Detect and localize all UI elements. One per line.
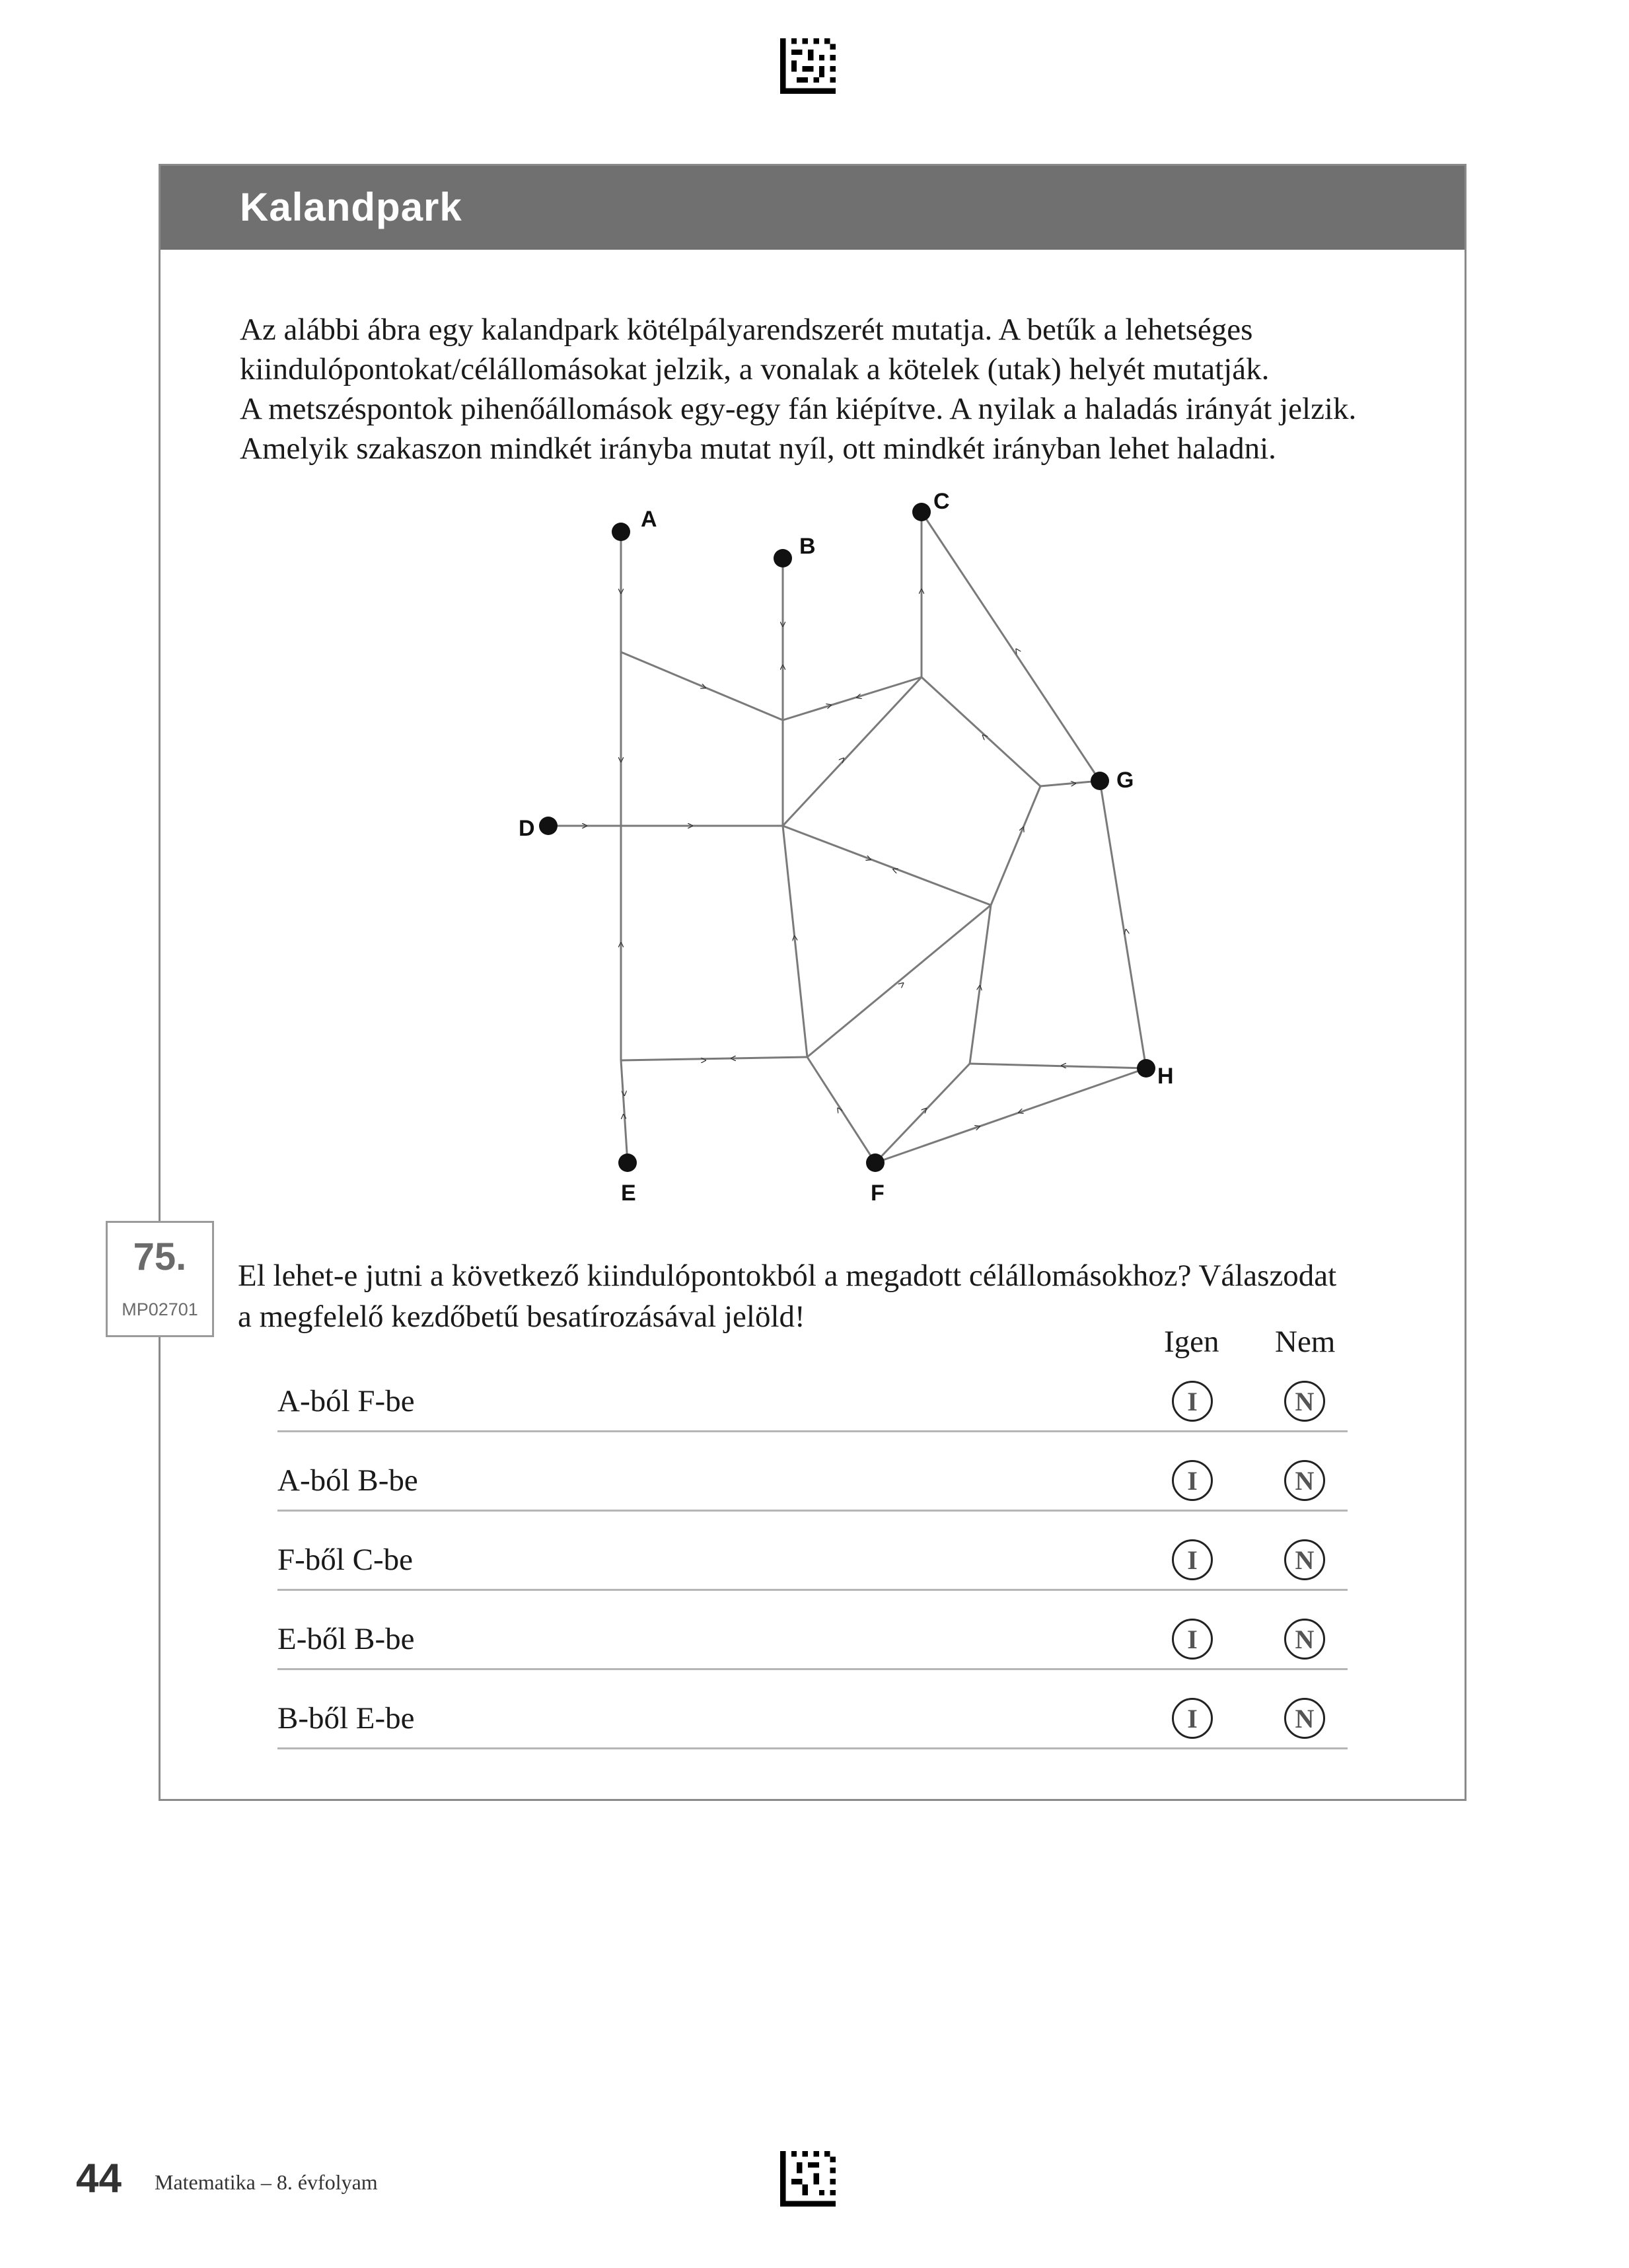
page-number: 44: [76, 2156, 122, 2201]
row-label: E-ből B-be: [277, 1622, 415, 1656]
answer-no-bubble[interactable]: N: [1284, 1539, 1325, 1580]
answer-row: [277, 1591, 1348, 1670]
node-label-g: G: [1116, 768, 1134, 793]
node-label-a: A: [641, 507, 657, 532]
question-line: El lehet-e jutni a következő kiindulópontokból a megadott célállomásokhoz? Válaszodat: [238, 1259, 1337, 1293]
row-label: A-ból F-be: [277, 1384, 415, 1418]
intro-line: Amelyik szakaszon mindkét irányba mutat nyíl, ott mindkét irányban lehet haladni.: [240, 431, 1276, 466]
intro-line: kiindulópontokat/célállomásokat jelzik, a vonalak a kötelek (utak) helyét mutatják.: [240, 352, 1270, 386]
answer-row: [277, 1353, 1348, 1432]
rope-lines: [548, 512, 1146, 1163]
answer-yes-bubble[interactable]: I: [1172, 1539, 1213, 1580]
answer-row: [277, 1432, 1348, 1512]
column-header-yes: Igen: [1164, 1325, 1219, 1359]
question-number-box: [106, 1221, 214, 1337]
question-line: a megfelelő kezdőbetű besatírozásával jelöld!: [238, 1299, 805, 1334]
row-label: F-ből C-be: [277, 1543, 413, 1577]
footer-subject: Matematika – 8. évfolyam: [155, 2170, 378, 2194]
node-label-f: F: [871, 1181, 885, 1206]
row-label: B-ből E-be: [277, 1701, 415, 1736]
node-label-c: C: [933, 489, 950, 514]
answer-row: [277, 1670, 1348, 1749]
question-code: MP02701: [122, 1299, 198, 1319]
datamatrix-code-bottom: [780, 2151, 836, 2207]
node-label-h: H: [1157, 1064, 1174, 1089]
column-header-no: Nem: [1275, 1325, 1336, 1359]
answer-yes-bubble[interactable]: I: [1172, 1381, 1213, 1422]
task-title: Kalandpark: [240, 185, 462, 229]
answer-no-bubble[interactable]: N: [1284, 1619, 1325, 1660]
station-dots: [539, 503, 1155, 1172]
row-label: A-ból B-be: [277, 1463, 418, 1498]
answer-row: [277, 1512, 1348, 1591]
node-label-b: B: [799, 534, 816, 559]
question-number: 75.: [133, 1235, 187, 1278]
node-label-e: E: [621, 1181, 636, 1206]
intro-line: A metszéspontok pihenőállomások egy-egy fán kiépítve. A nyilak a haladás irányát jelzik.: [240, 392, 1357, 426]
answer-yes-bubble[interactable]: I: [1172, 1698, 1213, 1739]
intro-line: Az alábbi ábra egy kalandpark kötélpályarendszerét mutatja. A betűk a lehetséges: [240, 312, 1253, 347]
node-label-d: D: [519, 816, 535, 841]
answer-no-bubble[interactable]: N: [1284, 1460, 1325, 1501]
answer-yes-bubble[interactable]: I: [1172, 1460, 1213, 1501]
answer-yes-bubble[interactable]: I: [1172, 1619, 1213, 1660]
answer-no-bubble[interactable]: N: [1284, 1381, 1325, 1422]
answer-no-bubble[interactable]: N: [1284, 1698, 1325, 1739]
